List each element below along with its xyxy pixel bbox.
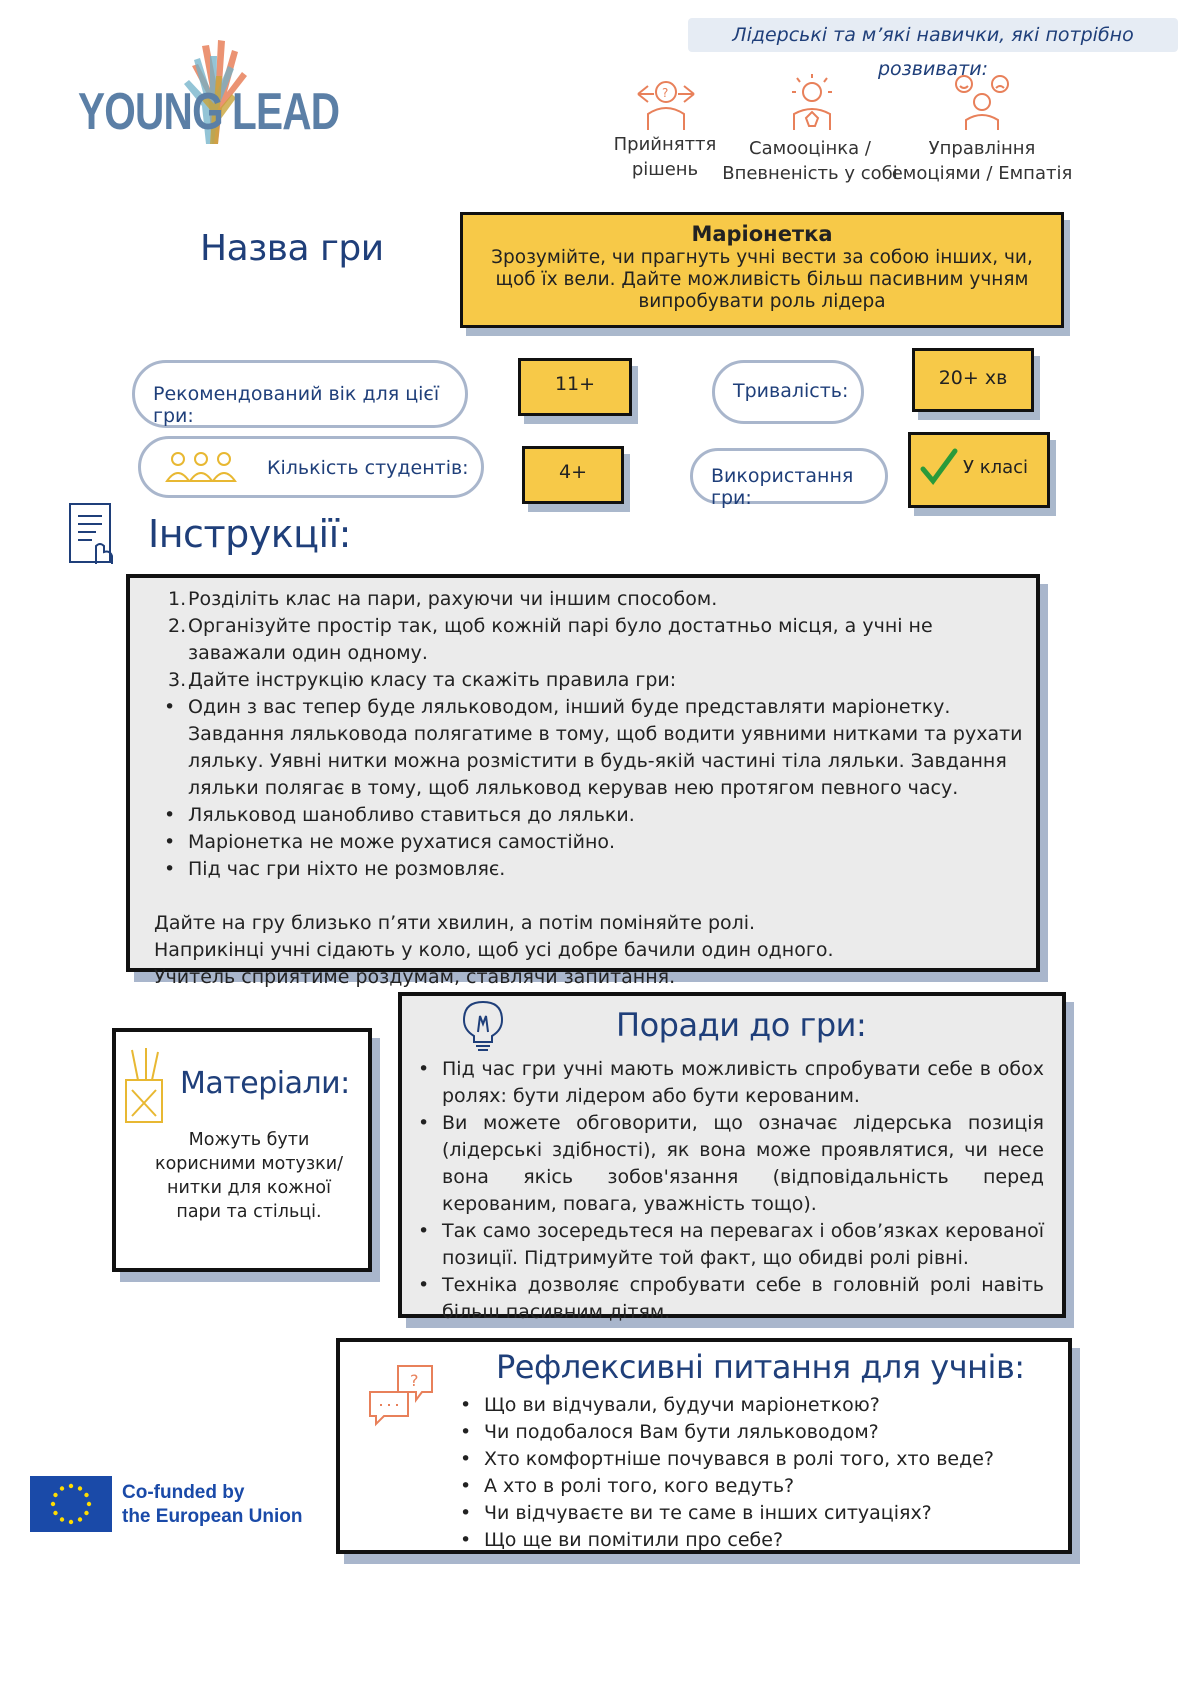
reflection-question: • Що ви відчували, будучи маріонеткою? [450, 1392, 1050, 1419]
instruction-closing: Учитель сприятиме роздумам, ставлячи запитання. [154, 966, 676, 988]
instruction-rule: • Під час гри ніхто не розмовляє. [154, 856, 1026, 883]
cofunded-line1: Co-funded by [122, 1482, 245, 1503]
students-label: Кількість студентів: [267, 457, 469, 479]
instructions-document-icon [66, 500, 122, 568]
usage-label-pill [690, 448, 888, 509]
emotions-empathy-icon [950, 72, 1016, 134]
usage-value-box [908, 432, 1050, 508]
instructions-heading: Інструкції: [148, 512, 351, 556]
students-value: 4+ [558, 461, 587, 483]
duration-value-box [912, 348, 1034, 412]
instruction-step: 3. Дайте інструкцію класу та скажіть правила гри: [168, 669, 677, 691]
tips-panel [398, 992, 1066, 1323]
game-name-label: Назва гри [200, 228, 384, 269]
reflection-question: • Чи відчуваєте ви те саме в інших ситуаціях? [450, 1500, 1050, 1527]
game-description: Зрозумійте, чи прагнуть учні вести за собою інших, чи, щоб їх вели. Дайте можливість більш пасивним учням випробувати роль лідера [491, 247, 1033, 312]
skill-label-line: Управління [928, 138, 1036, 159]
tip-item: • Під час гри учні мають можливість спробувати себе в обох ролях: бути лідером або бути керованим. [408, 1056, 1044, 1110]
eu-funding-badge [30, 1476, 330, 1536]
tips-heading: Поради до гри: [616, 1006, 867, 1044]
skill-label-line: Самооцінка / [749, 138, 871, 159]
reflection-question: • Що ще ви помітили про себе? [450, 1527, 1050, 1554]
age-value-box [518, 358, 632, 416]
reflection-question: • Чи подобалося Вам бути ляльководом? [450, 1419, 1050, 1446]
skill-label-line: емоціями / Емпатія [891, 163, 1073, 184]
instruction-rule: • Маріонетка не може рухатися самостійно. [154, 829, 1026, 856]
duration-label-pill [712, 360, 864, 424]
tip-item: • Ви можете обговорити, що означає лідерська позиція (лідерські здібності), як вона може проявлятися, чи несе вона якісь зобов'язання (відповідальність перед керованим, повага, уважність тощо). [408, 1110, 1044, 1218]
svg-text:?: ? [410, 1371, 419, 1390]
tip-item: • Так само зосередьтеся на перевагах і обов’язках керованої позиції. Підтримуйте той факт, що обидві ролі рівні. [408, 1218, 1044, 1272]
decision-making-icon [634, 72, 698, 134]
skill-self-confidence [710, 72, 910, 192]
logo-lead-text: LEAD [232, 83, 340, 141]
reflection-heading: Рефлексивні питання для учнів: [496, 1348, 1025, 1386]
reflection-question: • Хто комфортніше почувався в ролі того, хто веде? [450, 1446, 1050, 1473]
instruction-closing: Наприкінці учні сідають у коло, щоб усі добре бачили один одного. [154, 939, 834, 961]
instructions-panel [126, 574, 1040, 988]
checkmark-icon [919, 447, 959, 487]
skill-label-line: рішень [631, 159, 699, 180]
usage-label: Використання гри: [711, 465, 854, 509]
instruction-rule: • Ляльковод шанобливо ставиться до ляльки. [154, 802, 1026, 829]
svg-text:?: ? [662, 86, 669, 100]
instruction-rule: • Один з вас тепер буде ляльководом, інший буде представляти маріонетку. Завдання ляльковода полягатиме в тому, щоб водити уявними нитками та рухати ляльку. Уявні нитки можна розмістити в будь-якій частині тіла ляльки. Завдання ляльки полягає в тому, щоб ляльковод керував нею протягом певного часу. [154, 694, 1026, 802]
cofunded-line2: the European Union [122, 1506, 303, 1527]
reflection-question: • А хто в ролі того, кого ведуть? [450, 1473, 1050, 1500]
age-label: Рекомендований вік для цієї гри: [153, 383, 440, 427]
reflection-panel [336, 1338, 1072, 1554]
skills-title: Лідерські та м’які навички, які потрібно розвивати: [688, 18, 1178, 52]
lightbulb-icon [458, 998, 508, 1052]
self-confidence-icon [780, 72, 844, 134]
materials-panel [112, 1028, 372, 1272]
usage-value: У класі [963, 457, 1028, 478]
tip-item: • Техніка дозволяє спробувати себе в головній ролі навіть більш пасивним дітям. [408, 1272, 1044, 1326]
students-value-box [522, 446, 624, 504]
materials-text: Можуть бути корисними мотузки/нитки для кожної пари та стільці. [155, 1130, 343, 1222]
age-value: 11+ [554, 373, 596, 395]
instruction-closing: Дайте на гру близько п’яти хвилин, а потім поміняйте ролі. [154, 912, 756, 934]
students-label-pill [138, 436, 484, 498]
skill-emotions-empathy [882, 72, 1082, 192]
students-group-icon [165, 449, 237, 485]
game-title-box [460, 212, 1064, 328]
materials-heading: Матеріали: [180, 1066, 350, 1101]
duration-label: Тривалість: [733, 380, 849, 402]
young-lead-logo [72, 30, 340, 150]
instruction-step: 1. Розділіть клас на пари, рахуючи чи іншим способом. [168, 588, 718, 610]
game-title: Маріонетка [691, 222, 833, 246]
skill-label-line: Впевненість у собі [722, 163, 898, 184]
eu-flag-icon [30, 1476, 112, 1532]
skill-label-line: Прийняття [613, 134, 717, 155]
instruction-step: 2. Організуйте простір так, щоб кожній парі було достатньо місця, а учні не заважали один одному. [168, 615, 933, 664]
logo-young-text: YOUNG [78, 83, 223, 141]
chat-bubbles-icon [366, 1362, 436, 1428]
duration-value: 20+ хв [938, 367, 1008, 389]
age-label-pill [132, 360, 468, 428]
pencil-cup-icon [122, 1046, 170, 1126]
